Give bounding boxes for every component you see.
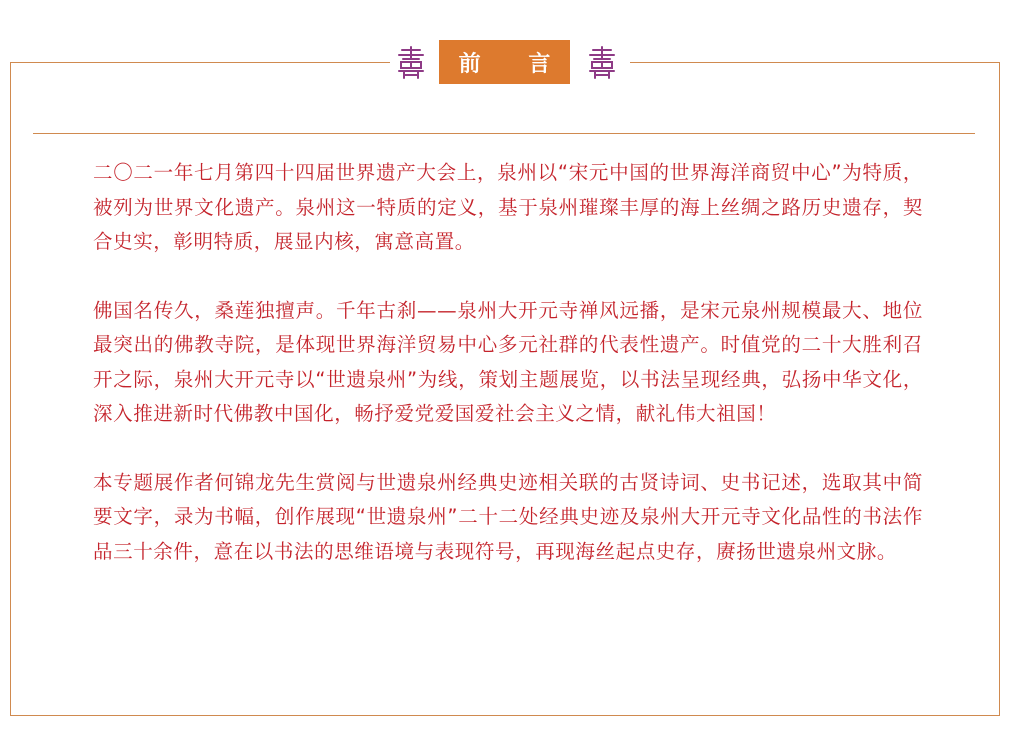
shou-longevity-ornament-icon (396, 46, 426, 80)
shou-longevity-ornament-icon (587, 46, 617, 80)
paragraph-2: 佛国名传久，桑莲独擅声。千年古刹——泉州大开元寺禅风远播，是宋元泉州规模最大、地位最突出的佛教寺院，是体现世界海洋贸易中心多元社群的代表性遗产。时值党的二十大胜利召开之际，泉州大开元寺以“世遗泉州”为线，策划主题展览，以书法呈现经典，弘扬中华文化，深入推进新时代佛教中国化，畅抒爱党爱国爱社会主义之情，献礼伟大祖国！ (93, 298, 923, 425)
page-title: 前 言 (458, 51, 571, 77)
title-badge (439, 40, 570, 84)
foreword-body (93, 156, 923, 603)
paragraph-3: 本专题展作者何锦龙先生赏阅与世遗泉州经典史迹相关联的古贤诗词、史书记述，选取其中简要文字，录为书幅，创作展现“世遗泉州”二十二处经典史迹及泉州大开元寺文化品性的书法作品三十余件，意在以书法的思维语境与表现符号，再现海丝起点史存，赓扬世遗泉州文脉。 (93, 470, 923, 563)
header-divider (33, 133, 975, 134)
paragraph-1: 二〇二一年七月第四十四届世界遗产大会上，泉州以“宋元中国的世界海洋商贸中心”为特质，被列为世界文化遗产。泉州这一特质的定义，基于泉州璀璨丰厚的海上丝绸之路历史遗存，契合史实，彰明特质，展显内核，寓意高置。 (93, 161, 923, 253)
